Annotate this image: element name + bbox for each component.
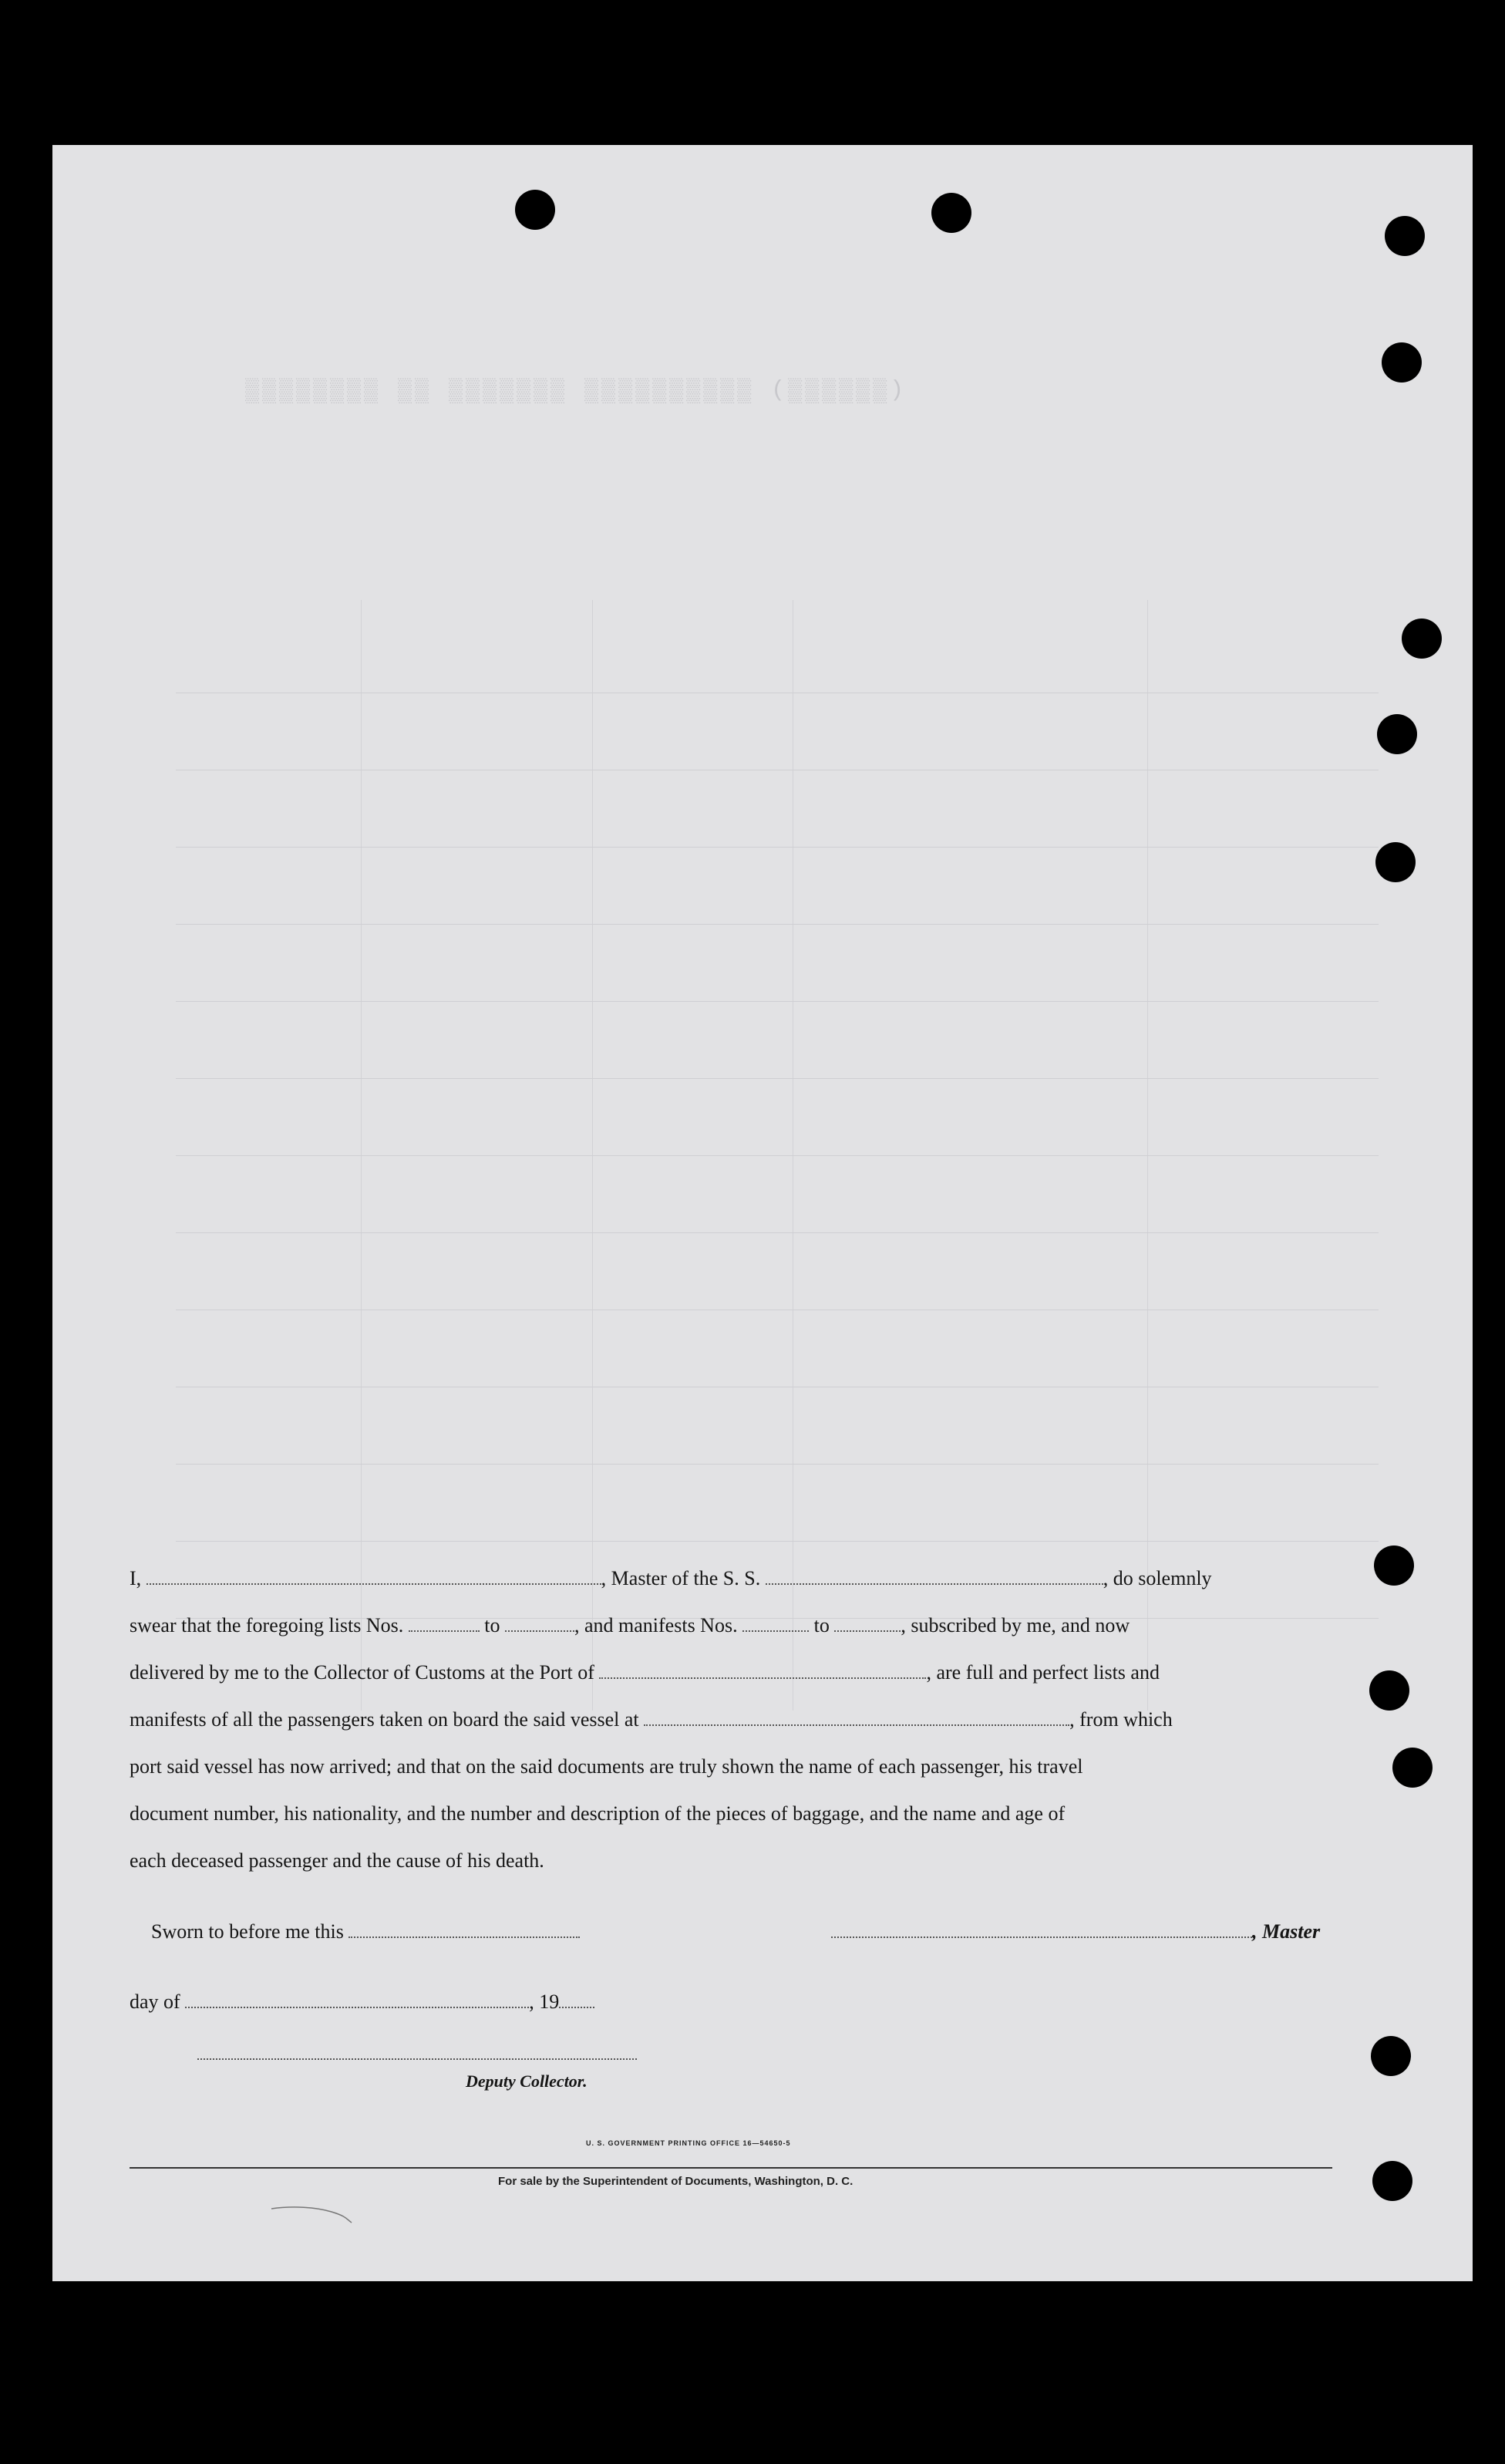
master-label: , Master [1252, 1920, 1321, 1943]
master-signature-blank[interactable] [831, 1921, 1252, 1938]
manifest-to-blank[interactable] [834, 1615, 901, 1632]
punch-hole [1377, 714, 1417, 754]
master-signature-line [831, 1908, 1320, 1955]
oath-text: , do solemnly [1103, 1567, 1212, 1589]
oath-line-6: document number, his nationality, and the number and description of the pieces of baggage, and the name and age of [130, 1802, 1066, 1825]
month-blank[interactable] [185, 1991, 529, 2008]
punch-hole [1385, 216, 1425, 256]
sworn-label: Sworn to before me this [151, 1920, 344, 1943]
deputy-collector-label: Deputy Collector. [466, 2071, 588, 2091]
year-label: , 19 [529, 1990, 560, 2013]
oath-text: to [484, 1614, 500, 1636]
punch-hole [1369, 1670, 1409, 1711]
ship-name-blank[interactable] [766, 1568, 1103, 1585]
manifest-from-blank[interactable] [742, 1615, 809, 1632]
oath-text: , are full and perfect lists and [926, 1661, 1160, 1684]
port-blank[interactable] [599, 1662, 926, 1679]
manifest-page [52, 145, 1473, 2281]
punch-hole [1371, 2036, 1411, 2076]
oath-text: , subscribed by me, and now [901, 1614, 1130, 1636]
embark-port-blank[interactable] [644, 1709, 1069, 1726]
oath-text: , Master of the S. S. [601, 1567, 761, 1589]
oath-text: swear that the foregoing lists Nos. [130, 1614, 404, 1636]
punch-hole [1392, 1748, 1433, 1788]
sworn-line [151, 1908, 580, 1955]
punch-hole [1375, 842, 1416, 882]
pencil-mark [270, 2204, 355, 2224]
punch-hole [1374, 1545, 1414, 1586]
punch-hole [1402, 619, 1442, 659]
oath-text: , and manifests Nos. [574, 1614, 738, 1636]
list-from-blank[interactable] [409, 1615, 480, 1632]
oath-line-5: port said vessel has now arrived; and that on the said documents are truly shown the name of each passenger, his travel [130, 1755, 1083, 1778]
footer-rule [130, 2167, 1332, 2169]
sworn-date-blank[interactable] [348, 1921, 580, 1938]
punch-hole [1372, 2161, 1412, 2201]
oath-line-7: each deceased passenger and the cause of his death. [130, 1849, 544, 1872]
oath-line-4 [130, 1696, 1173, 1743]
oath-line-2 [130, 1602, 1130, 1649]
sale-notice: For sale by the Superintendent of Documents, Washington, D. C. [498, 2175, 854, 2188]
day-of-line [130, 1978, 594, 2025]
oath-text: delivered by me to the Collector of Customs at the Port of [130, 1661, 594, 1684]
bleed-through-grid [176, 600, 1379, 1711]
oath-text: I, [130, 1567, 142, 1589]
punch-hole [515, 190, 555, 230]
oath-text: , from which [1069, 1708, 1173, 1731]
deputy-collector-line [466, 2058, 588, 2105]
oath-line-1 [130, 1555, 1212, 1602]
oath-text: manifests of all the passengers taken on board the said vessel at [130, 1708, 639, 1731]
gpo-imprint: U. S. GOVERNMENT PRINTING OFFICE 16—54650-5 [586, 2139, 791, 2147]
bleed-through-header: ▒▒▒▒▒▒▒▒ ▒▒ ▒▒▒▒▒▒▒ ▒▒▒▒▒▒▒▒▒▒ (▒▒▒▒▒▒) [245, 376, 907, 403]
name-blank[interactable] [146, 1568, 601, 1585]
list-to-blank[interactable] [505, 1615, 574, 1632]
year-blank[interactable] [559, 1991, 594, 2008]
oath-line-3 [130, 1649, 1160, 1696]
oath-text: to [813, 1614, 830, 1636]
day-of-label: day of [130, 1990, 180, 2013]
punch-hole [1382, 342, 1422, 383]
punch-hole [931, 193, 971, 233]
